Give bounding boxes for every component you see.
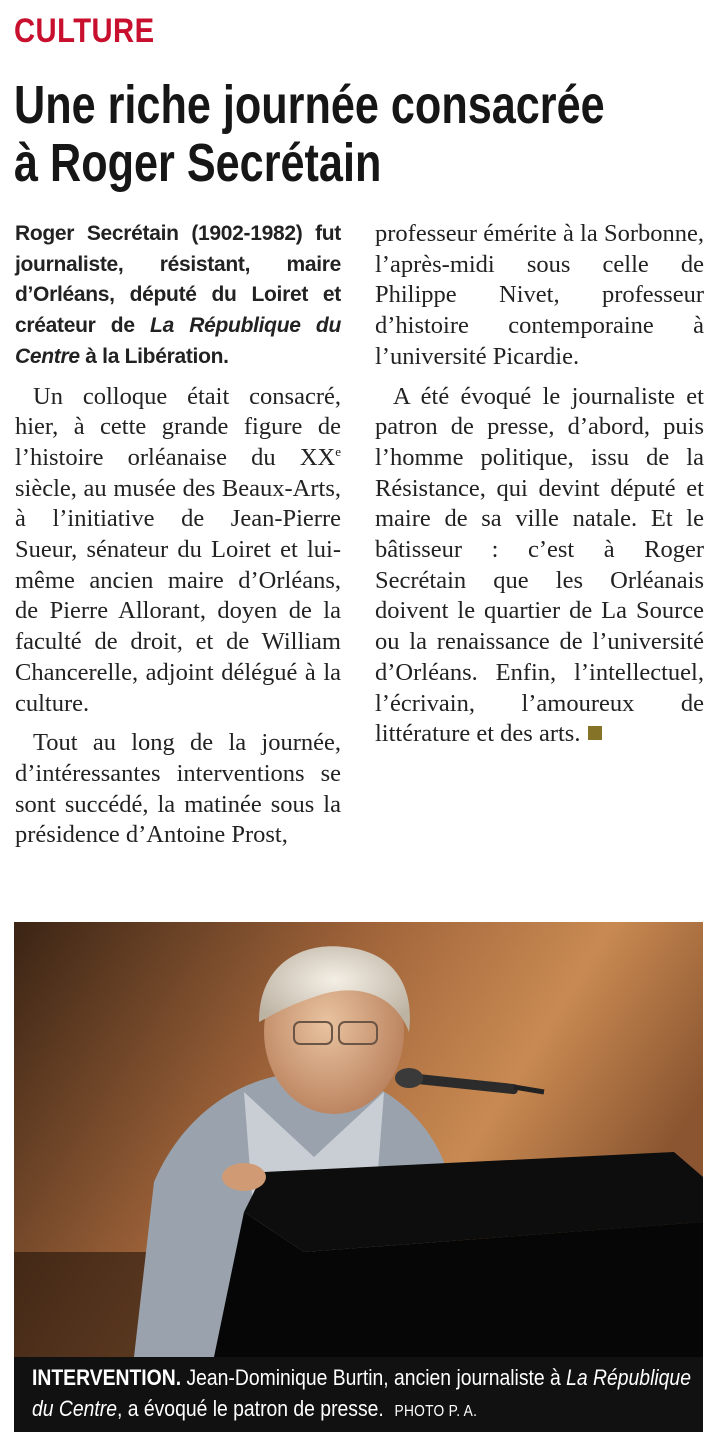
caption-text-1: Jean-Dominique Burtin, ancien journaliste à: [181, 1365, 567, 1390]
caption-label: INTERVENTION.: [32, 1365, 182, 1390]
paragraph-1-text-end: siècle, au musée des Beaux-Arts, à l’initiative de Jean-Pierre Sueur, sénateur du Loiret et lui-même ancien maire d’Orléans, de Pierre Allorant, doyen de la faculté de droit, et de William Chancerelle, adjoint délégué à la culture.: [15, 474, 341, 717]
photo-credit: PHOTO P. A.: [394, 1403, 478, 1420]
paragraph-2-text: Tout au long de la journée, d’intéressantes interventions se sont succédé, la matinée sous la présidence d’Antoine Prost,: [15, 729, 341, 849]
caption-newspaper-title: La République du Centre: [32, 1365, 691, 1421]
century-superscript: e: [335, 443, 341, 459]
lede: [15, 219, 341, 373]
paragraph-1-text: Un colloque était consacré, hier, à cette grande figure de l’histoire orléanaise du XX: [15, 382, 341, 471]
article-column-right: [375, 219, 704, 759]
article-column-left: [15, 219, 341, 860]
paragraph-2: [15, 728, 341, 851]
article-photo: [14, 922, 703, 1357]
headline-line-1: Une riche journée consacrée: [14, 75, 605, 135]
headline-line-2: à Roger Secrétain: [14, 133, 382, 193]
lede-newspaper-title: La République du Centre: [15, 314, 341, 368]
lede-text-1: Roger Secrétain (1902-1982) fut journaliste, résistant, maire d’Orléans, député du Loiret et créateur de: [15, 222, 341, 338]
paragraph-3-text: A été évoqué le journaliste et patron de presse, d’abord, puis l’homme politique, issu de la Résistance, qui devint député et maire de sa ville natale. Et le bâtisseur : c’est à Roger Secrétain que les Orléanais doivent le quartier de La Source ou la renaissance de l’université d’Orléans. Enfin, l’intellectuel, l’écrivain, l’amoureux de littérature et des arts.: [375, 382, 704, 748]
paragraph-3: [375, 382, 704, 750]
photo-caption: [14, 1357, 703, 1432]
headline: [14, 76, 638, 192]
section-label: CULTURE: [14, 12, 155, 50]
paragraph-2-continued: professeur émérite à la Sorbonne, l’après-midi sous celle de Philippe Nivet, professeur d’histoire contemporaine à l’université Picardie.: [375, 220, 704, 370]
lede-text-2: à la Libération.: [79, 344, 229, 368]
end-of-article-mark: [588, 726, 602, 740]
paragraph-1: [15, 382, 341, 720]
caption-text-2: , a évoqué le patron de presse.: [116, 1396, 384, 1421]
